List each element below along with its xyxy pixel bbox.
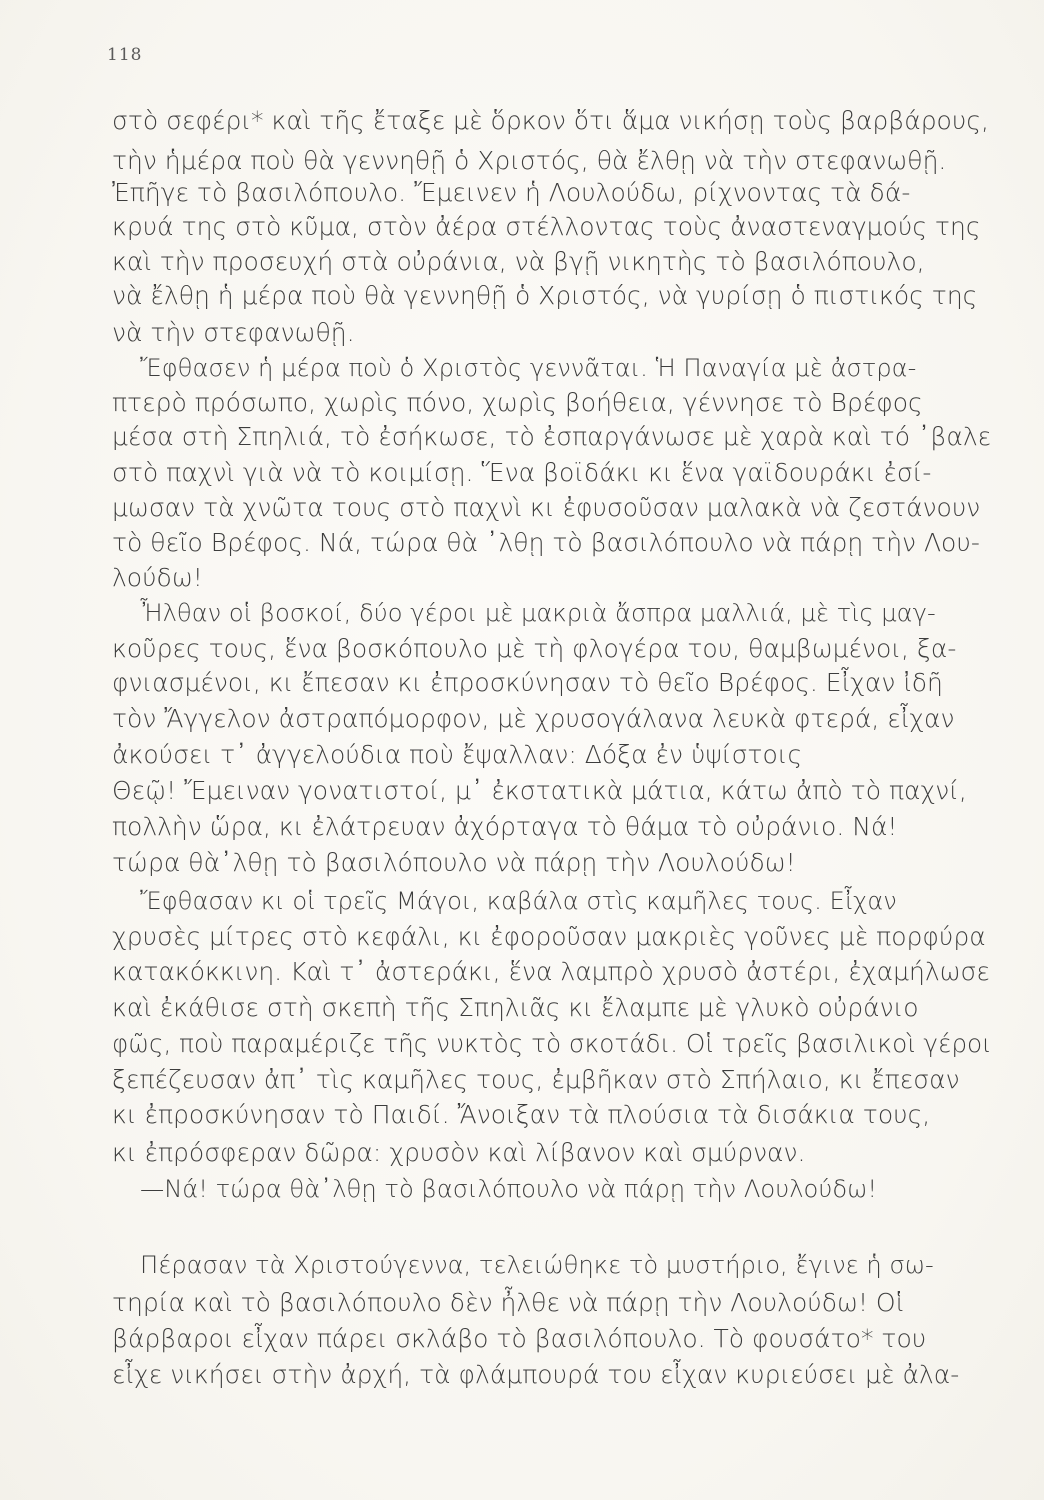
text-line: λούδω!	[112, 563, 203, 592]
text-line: τὴν ἡμέρα ποὺ θὰ γεννηθῇ ὁ Χριστός, θὰ ἔλθῃ νὰ τὴν στεφανωθῇ.	[112, 146, 947, 175]
text-line: ἀκούσει τ᾿ ἀγγελούδια ποὺ ἔψαλλαν: Δόξα ἐν ὑψίστοις	[112, 740, 803, 769]
text-line: τηρία καὶ τὸ βασιλόπουλο δὲν ἦλθε νὰ πάρῃ τὴν Λουλούδω! Οἱ	[112, 1288, 905, 1317]
text-line: τὸ θεῖο Βρέφος. Νά, τώρα θὰ ᾿λθῃ τὸ βασιλόπουλο νὰ πάρῃ τὴν Λου-	[112, 528, 980, 557]
text-line: εἶχε νικήσει στὴν ἀρχή, τὰ φλάμπουρά του εἶχαν κυριεύσει μὲ ἀλα-	[112, 1360, 960, 1389]
text-line: ξεπέζευσαν ἀπ᾿ τὶς καμῆλες τους, ἐμβῆκαν στὸ Σπήλαιο, κι ἔπεσαν	[112, 1065, 960, 1094]
text-line: Πέρασαν τὰ Χριστούγεννα, τελειώθηκε τὸ μυστήριο, ἔγινε ἡ σω-	[140, 1251, 934, 1279]
text-line: κι ἐπροσκύνησαν τὸ Παιδί. Ἄνοιξαν τὰ πλούσια τὰ δισάκια τους,	[112, 1100, 931, 1129]
text-line: Ἔφθασεν ἡ μέρα ποὺ ὁ Χριστὸς γεννᾶται. Ἡ Παναγία μὲ ἀστρα-	[140, 354, 917, 382]
text-line: κρυά της στὸ κῦμα, στὸν ἀέρα στέλλοντας τοὺς ἀναστεναγμούς της	[112, 212, 981, 241]
text-line: κοῦρες τους, ἕνα βοσκόπουλο μὲ τὴ φλογέρα του, θαμβωμένοι, ξα-	[112, 634, 957, 663]
text-line: μέσα στὴ Σπηλιά, τὸ ἐσήκωσε, τὸ ἐσπαργάνωσε μὲ χαρὰ καὶ τό ᾿βαλε	[112, 422, 992, 451]
page-number: 118	[107, 45, 143, 65]
text-line: Ἦλθαν οἱ βοσκοί, δύο γέροι μὲ μακριὰ ἄσπρα μαλλιά, μὲ τὶς μαγ-	[140, 599, 936, 627]
text-line: πτερὸ πρόσωπο, χωρὶς πόνο, χωρὶς βοήθεια, γέννησε τὸ Βρέφος	[112, 388, 923, 417]
text-line: καὶ ἐκάθισε στὴ σκεπὴ τῆς Σπηλιᾶς κι ἔλαμπε μὲ γλυκὸ οὐράνιο	[112, 993, 919, 1022]
text-line: καὶ τὴν προσευχή στὰ οὐράνια, νὰ βγῇ νικητὴς τὸ βασιλόπουλο,	[112, 247, 925, 276]
text-line: φῶς, ποὺ παραμέριζε τῆς νυκτὸς τὸ σκοτάδι. Οἱ τρεῖς βασιλικοὶ γέροι	[112, 1029, 992, 1058]
text-line: πολλὴν ὥρα, κι ἐλάτρευαν ἀχόρταγα τὸ θάμα τὸ οὐράνιο. Νά!	[112, 812, 898, 841]
text-line: Θεῷ! Ἔμειναν γονατιστοί, μ᾿ ἐκστατικὰ μάτια, κάτω ἀπὸ τὸ παχνί,	[112, 776, 967, 805]
text-line: χρυσὲς μίτρες στὸ κεφάλι, κι ἐφοροῦσαν μακριὲς γοῦνες μὲ πορφύρα	[112, 922, 986, 951]
text-line: νὰ ἔλθῃ ἡ μέρα ποὺ θὰ γεννηθῇ ὁ Χριστός, νὰ γυρίσῃ ὁ πιστικός της	[112, 281, 978, 310]
text-line: Ἐπῆγε τὸ βασιλόπουλο. Ἔμεινεν ἡ Λουλούδω, ρίχνοντας τὰ δά-	[112, 178, 911, 207]
text-line: φνιασμένοι, κι ἔπεσαν κι ἐπροσκύνησαν τὸ θεῖο Βρέφος. Εἶχαν ἰδῆ	[112, 668, 943, 697]
text-line: Ἔφθασαν κι οἱ τρεῖς Μάγοι, καβάλα στὶς καμῆλες τους. Εἶχαν	[140, 887, 897, 915]
text-line: νὰ τὴν στεφανωθῇ.	[112, 318, 355, 347]
text-line: στὸ σεφέρι* καὶ τῆς ἔταξε μὲ ὅρκον ὅτι ἅμα νικήσῃ τοὺς βαρβάρους,	[112, 106, 989, 135]
text-line: κατακόκκινη. Καὶ τ᾿ ἀστεράκι, ἕνα λαμπρὸ χρυσὸ ἀστέρι, ἐχαμήλωσε	[112, 957, 990, 986]
text-line: τὸν Ἄγγελον ἀστραπόμορφον, μὲ χρυσογάλανα λευκὰ φτερά, εἶχαν	[112, 704, 955, 733]
text-line: —Νά! τώρα θὰ᾿λθῃ τὸ βασιλόπουλο νὰ πάρῃ τὴν Λουλούδω!	[140, 1175, 878, 1203]
text-line: κι ἐπρόσφεραν δῶρα: χρυσὸν καὶ λίβανον καὶ σμύρναν.	[112, 1138, 806, 1167]
text-line: στὸ παχνὶ γιὰ νὰ τὸ κοιμίσῃ. Ἕνα βοϊδάκι κι ἕνα γαϊδουράκι ἐσί-	[112, 458, 932, 487]
text-line: βάρβαροι εἶχαν πάρει σκλάβο τὸ βασιλόπουλο. Τὸ φουσάτο* του	[112, 1324, 927, 1353]
text-line: τώρα θὰ᾿λθῃ τὸ βασιλόπουλο νὰ πάρῃ τὴν Λουλούδω!	[112, 848, 796, 877]
text-line: μωσαν τὰ χνῶτα τους στὸ παχνὶ κι ἐφυσοῦσαν μαλακὰ νὰ ζεστάνουν	[112, 493, 981, 522]
